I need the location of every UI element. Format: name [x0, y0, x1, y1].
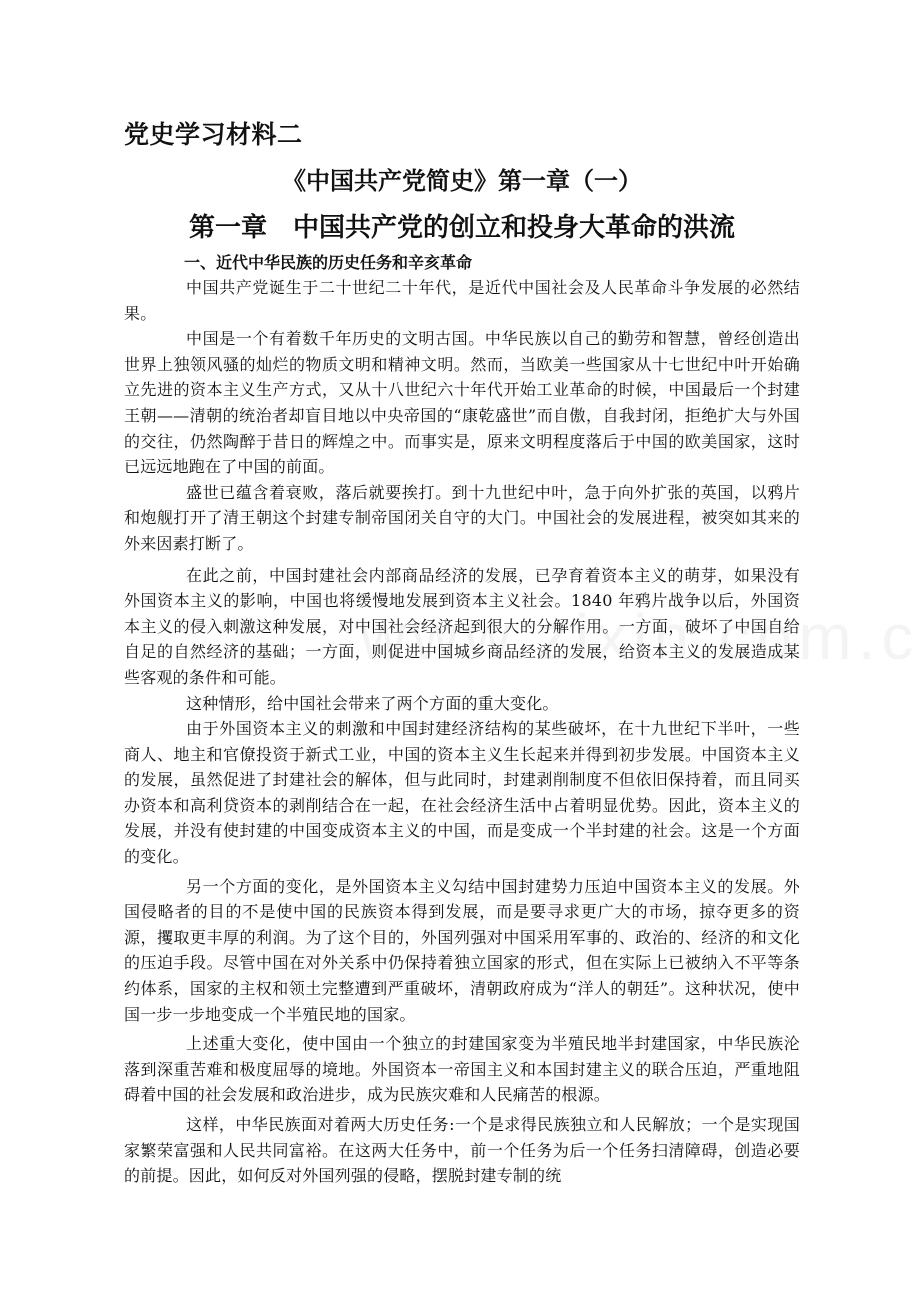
body-paragraph: 这样，中华民族面对着两大历史任务:一个是求得民族独立和人民解放；一个是实现国家繁荣富强和人民共同富裕。在这两大任务中，前一个任务为后一个任务扫清障碍，创造必要的前提。因此，如何反对外国列强的侵略，摆脱封建专制的统	[124, 1115, 800, 1186]
section-heading: 一、近代中华民族的历史任务和辛亥革命	[184, 253, 473, 272]
body-paragraph: 中国是一个有着数千年历史的文明古国。中华民族以自己的勤劳和智慧，曾经创造出世界上独领风骚的灿烂的物质文明和精神文明。然而，当欧美一些国家从十七世纪中叶开始确立先进的资本主义生产方式，又从十八世纪六十年代开始工业革命的时候，中国最后一个封建王朝——清朝的统治者却盲目地以中央帝国的“康乾盛世”而自傲，自我封闭，拒绝扩大与外国的交往，仍然陶醉于昔日的辉煌之中。而事实是，原来文明程度落后于中国的欧美国家，这时已远远地跑在了中国的前面。	[124, 329, 800, 477]
body-paragraph: 在此之前，中国封建社会内部商品经济的发展，已孕育着资本主义的萌芽，如果没有外国资本主义的影响，中国也将缓慢地发展到资本主义社会。1840 年鸦片战争以后，外国资本主义的侵入刺激这种发展，对中国社会经济起到很大的分解作用。一方面，破坏了中国自给自足的自然经济的基础；一方面，则促进中国城乡商品经济的发展，给资本主义的发展造成某些客观的条件和可能。	[124, 565, 800, 687]
body-paragraph: 盛世已蕴含着衰败，落后就要挨打。到十九世纪中叶，急于向外扩张的英国，以鸦片和炮舰打开了清王朝这个封建专制帝国闭关自守的大门。中国社会的发展进程，被突如其来的外来因素打断了。	[124, 482, 800, 553]
body-paragraph: 上述重大变化，使中国由一个独立的封建国家变为半殖民地半封建国家，中华民族沦落到深重苦难和极度屈辱的境地。外国资本一帝国主义和本国封建主义的联合压迫，严重地阻碍着中国的社会发展和政治进步，成为民族灾难和人民痛苦的根源。	[124, 1034, 800, 1105]
series-title: 党史学习材料二	[124, 120, 303, 149]
body-paragraph: 另一个方面的变化，是外国资本主义勾结中国封建势力压迫中国资本主义的发展。外国侵略者的目的不是使中国的民族资本得到发展，而是要寻求更广大的市场，掠夺更多的资源，攫取更丰厚的利润。为了这个目的，外国列强对中国采用军事的、政治的、经济的和文化的压迫手段。尽管中国在对外关系中仍保持着独立国家的形式，但在实际上已被纳入不平等条约体系，国家的主权和领土完整遭到严重破坏，清朝政府成为“洋人的朝廷”。这种状况，使中国一步一步地变成一个半殖民地的国家。	[124, 876, 800, 1024]
body-paragraph: 由于外国资本主义的刺激和中国封建经济结构的某些破坏，在十九世纪下半叶，一些商人、地主和官僚投资于新式工业，中国的资本主义生长起来并得到初步发展。中国资本主义的发展，虽然促进了封建社会的解体，但与此同时，封建剥削制度不但依旧保持着，而且同买办资本和高利贷资本的剥削结合在一起，在社会经济生活中占着明显优势。因此，资本主义的发展，并没有使封建的中国变成资本主义的中国，而是变成一个半封建的社会。这是一个方面的变化。	[124, 719, 800, 867]
chapter-title: 第一章 中国共产党的创立和投身大革命的洪流	[188, 213, 735, 243]
body-paragraph: 中国共产党诞生于二十世纪二十年代，是近代中国社会及人民革命斗争发展的必然结果。	[124, 278, 800, 323]
body-paragraph: 这种情形，给中国社会带来了两个方面的重大变化。	[186, 693, 559, 713]
document-page	[124, 110, 800, 1189]
book-title: 《中国共产党简史》第一章（一）	[282, 167, 642, 195]
